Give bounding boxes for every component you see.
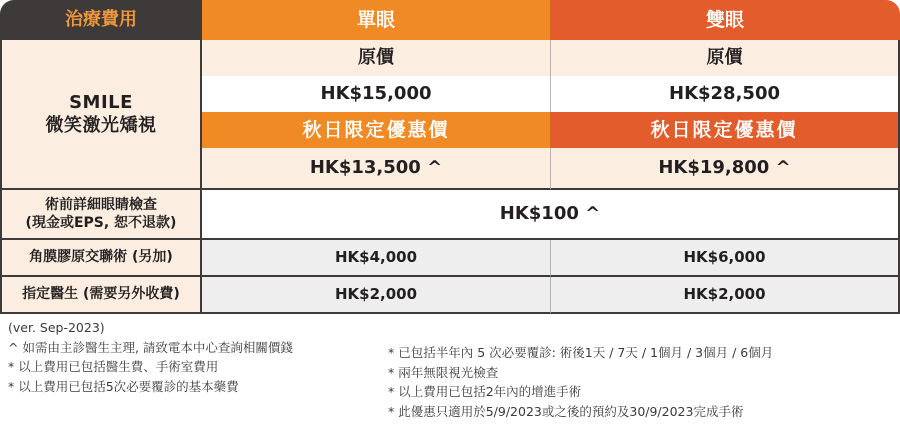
note-item: * 已包括半年內 5 次必要覆診: 術後1天 / 7天 / 1個月 / 3個月 / 6個月 <box>388 345 774 360</box>
note-item: * 以上費用已包括2年內的增進手術 <box>388 384 582 399</box>
note-item: * 以上費用已包括5次必要覆診的基本藥費 <box>8 378 239 394</box>
cross-linking-label: 角膜膠原交聯術 (另加) <box>0 240 202 277</box>
original-price-double: HK$28,500 <box>550 76 900 112</box>
pre-exam-label-line1: 術前詳細眼睛檢查 <box>45 196 157 213</box>
original-price-single: HK$15,000 <box>202 76 550 112</box>
original-price-label-double: 原價 <box>550 40 900 76</box>
cross-linking-single: HK$4,000 <box>202 240 550 277</box>
note-version: (ver. Sep-2023) <box>8 320 105 335</box>
header-single-eye: 單眼 <box>202 0 550 40</box>
notes-right <box>388 343 773 421</box>
pre-exam-label <box>0 190 202 240</box>
note-item: ^ 如需由主診醫生主理, 請致電本中心查詢相關價錢 <box>8 339 293 355</box>
designated-doctor-double: HK$2,000 <box>550 277 900 314</box>
designated-doctor-single: HK$2,000 <box>202 277 550 314</box>
offer-price-single: HK$13,500 ^ <box>202 148 550 190</box>
note-item: * 以上費用已包括醫生費、手術室費用 <box>8 359 219 374</box>
header-fee-label: 治療費用 <box>0 0 202 40</box>
note-item: * 此優惠只適用於5/9/2023或之後的預約及30/9/2023完成手術 <box>388 403 744 419</box>
notes-left <box>8 318 293 396</box>
procedure-name-zh: 微笑激光矯視 <box>45 115 157 136</box>
pre-exam-price: HK$100 ^ <box>202 190 900 240</box>
designated-doctor-label: 指定醫生 (需要另外收費) <box>0 277 202 314</box>
cross-linking-double: HK$6,000 <box>550 240 900 277</box>
procedure-name <box>0 40 202 190</box>
original-price-label-single: 原價 <box>202 40 550 76</box>
offer-label-single: 秋日限定優惠價 <box>202 112 550 148</box>
procedure-name-en: SMILE <box>69 91 133 113</box>
offer-label-double: 秋日限定優惠價 <box>550 112 900 148</box>
offer-price-double: HK$19,800 ^ <box>550 148 900 190</box>
header-double-eye: 雙眼 <box>550 0 900 40</box>
pre-exam-label-line2: (現金或EPS, 恕不退款) <box>25 215 177 231</box>
note-item: * 兩年無限視光檢查 <box>388 364 499 380</box>
